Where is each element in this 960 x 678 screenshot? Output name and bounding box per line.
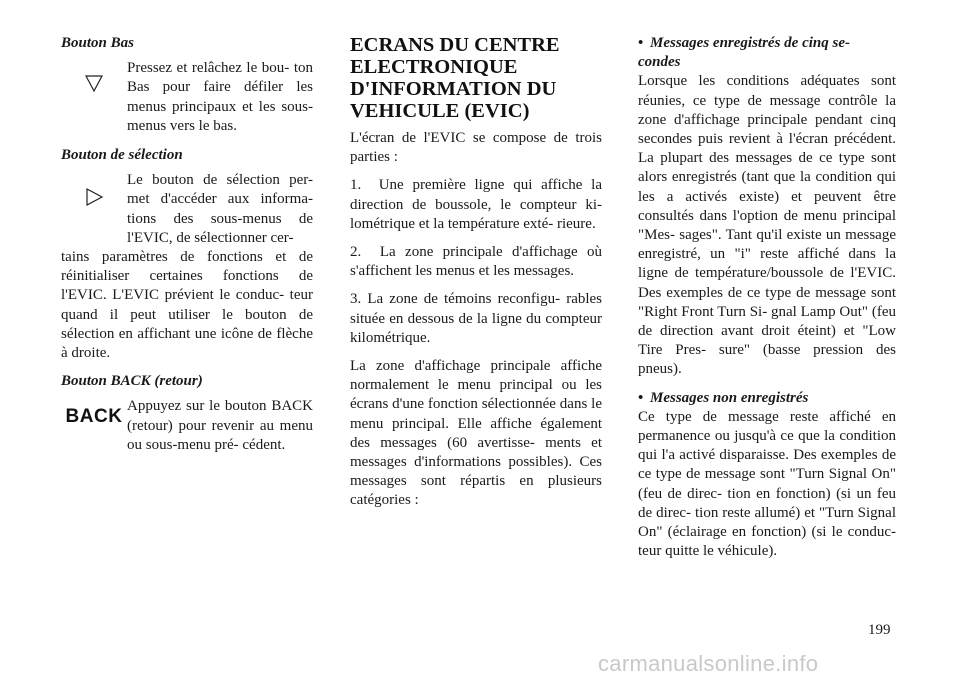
back-row bbox=[61, 397, 313, 455]
selection-text-icon: Le bouton de sélection per- met d'accéder aux informa- tions des sous-menus de l'EVIC, de sélectionner cer- bbox=[127, 172, 313, 246]
column-middle bbox=[350, 34, 602, 520]
section-title: ECRANS DU CENTRE ELECTRONIQUE D'INFORMATION DU VEHICULE (EVIC) bbox=[350, 34, 560, 122]
back-text: Appuyez sur le bouton BACK (retour) pour revenir au menu ou sous-menu pré- cédent. bbox=[127, 398, 313, 453]
back-heading: Bouton BACK (retour) bbox=[61, 373, 203, 390]
column-right bbox=[638, 34, 896, 570]
list-item-number: 2. bbox=[350, 244, 362, 261]
list-item-text: La zone principale d'affichage où s'affichent les menus et les messages. bbox=[350, 244, 602, 280]
right-triangle-icon bbox=[84, 187, 104, 207]
list-item bbox=[350, 176, 602, 234]
watermark: carmanualsonline.info bbox=[598, 651, 819, 676]
list-item-number: 1. bbox=[350, 177, 362, 194]
bullet-icon: • bbox=[638, 35, 644, 51]
down-triangle-icon bbox=[84, 73, 104, 93]
bullet-icon: • bbox=[638, 389, 644, 406]
list-item bbox=[350, 290, 602, 348]
column-left bbox=[61, 34, 313, 463]
back-icon: BACK bbox=[65, 406, 123, 428]
bullet2-heading: • Messages non enregistrés bbox=[638, 389, 896, 408]
list-item-text: La zone de témoins reconfigu- rables située en dessous de la ligne du compteur kilométrique. bbox=[350, 291, 603, 346]
intro-text: L'écran de l'EVIC se compose de trois parties : bbox=[350, 130, 602, 166]
list-item-number: 3. bbox=[350, 291, 362, 308]
selection-heading: Bouton de sélection bbox=[61, 147, 183, 164]
bas-row bbox=[61, 59, 313, 136]
selection-row bbox=[61, 171, 313, 248]
bullet2-text: Ce type de message reste affiché en permanence ou jusqu'à ce que la condition qui l'a activé disparaisse. Des exemples de ce type de message sont "Turn Signal On" (feu de direc- tion en fonction) (si un feu de direc- tion reste allumé) et "Turn Signal On" (éclairage en fonction) (si le conduc- teur quitte le véhicule). bbox=[638, 408, 896, 560]
selection-text-rest: tains paramètres de fonctions et de réinitialiser certaines fonctions de l'EVIC. L'EVIC prévient le conduc- teur quand il peut utiliser le bouton de sélection en affichant une icône de flèche à droite. bbox=[61, 249, 313, 362]
page-number: 199 bbox=[868, 622, 891, 638]
bullet1-heading: • Messages enregistrés de cinq se- condes bbox=[638, 35, 850, 71]
list-item-text: Une première ligne qui affiche la direction de boussole, le compteur ki- lométrique et la température exté- rieure. bbox=[350, 177, 603, 232]
list-item bbox=[350, 243, 602, 281]
bullet1-text: Lorsque les conditions adéquates sont réunies, ce type de message contrôle la zone d'affichage principale pendant cinq secondes puis revient à l'écran précédent. La plupart des messages de ce type sont alors enregistrés (tant que la condition qui les a activés existe) et peuvent être consultés dans l'option de menu principal "Mes- sages". Tant qu'il existe un message enregistré, un "i" reste affiché dans la ligne de température/boussole de l'EVIC. Des exemples de ce type de message sont "Right Front Turn Si- gnal Lamp Out" (feu de direction avant droit éteint) et "Low Tire Pres- sure" (basse pression des pneus). bbox=[638, 73, 896, 378]
bas-heading: Bouton Bas bbox=[61, 35, 134, 51]
bas-text: Pressez et relâchez le bou- ton Bas pour faire défiler les menus principaux et les sous-menus vers le bas. bbox=[127, 60, 313, 134]
closing-text: La zone d'affichage principale affiche normalement le menu principal ou les écrans d'une fonction sélectionnée dans le menu principal. Elle affiche également des messages (60 avertisse- ments et messages d'informations possibles). Ces messages sont répartis en plusieurs catégories : bbox=[350, 358, 602, 509]
